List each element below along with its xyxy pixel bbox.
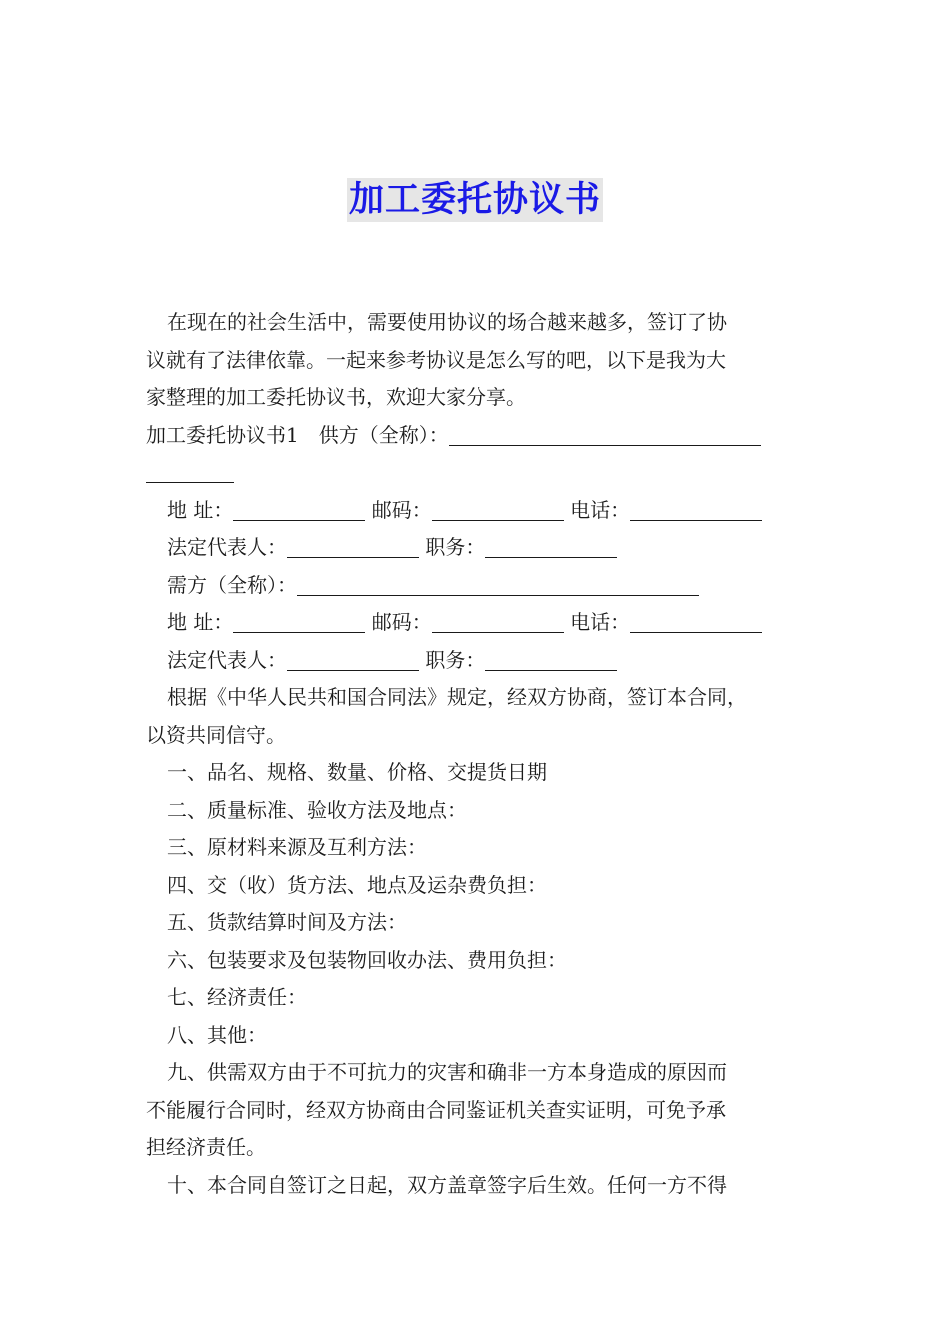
intro-line-3: 家整理的加工委托协议书，欢迎大家分享。 [146, 385, 526, 409]
supplier-postcode-blank [432, 496, 564, 521]
clause-8: 八、其他： [167, 1022, 267, 1047]
clause-9-line-3: 担经济责任。 [146, 1135, 266, 1159]
intro-line-2: 议就有了法律依靠。一起来参考协议是怎么写的吧，以下是我为大 [146, 347, 726, 372]
supplier-address-blank [233, 496, 365, 521]
supplier-name-continuation [146, 454, 822, 492]
supplier-contact-line [146, 492, 822, 530]
buyer-postcode-label: 邮码： [371, 610, 432, 634]
supplier-phone-label: 电话： [570, 497, 631, 522]
supplier-name-blank-continued [146, 458, 234, 483]
buyer-contact-line [146, 604, 822, 642]
document-body [146, 304, 822, 1204]
buyer-phone-label: 电话： [570, 610, 631, 634]
clause-1: 一、品名、规格、数量、价格、交提货日期 [167, 760, 547, 784]
buyer-phone-blank [630, 608, 762, 633]
supplier-legal-rep-label: 法定代表人： [167, 535, 287, 559]
supplier-position-blank [485, 533, 617, 558]
buyer-position-label: 职务： [425, 647, 486, 672]
supplier-rep-line [146, 529, 822, 567]
clause-5: 五、货款结算时间及方法： [167, 910, 407, 934]
clause-2: 二、质量标准、验收方法及地点： [167, 797, 467, 822]
buyer-address-blank [233, 608, 365, 633]
buyer-address-label: 地 址： [167, 610, 234, 634]
supplier-legal-rep-blank [287, 533, 419, 558]
supplier-position-label: 职务： [425, 535, 486, 559]
intro-line-1: 在现在的社会生活中，需要使用协议的场合越来越多，签订了协 [167, 310, 727, 334]
clause-10-line-1: 十、本合同自签订之日起，双方盖章签字后生效。任何一方不得 [167, 1172, 727, 1197]
buyer-name-label: 需方（全称）： [167, 572, 297, 597]
clause-7: 七、经济责任： [167, 985, 307, 1009]
clause-9-line-2: 不能履行合同时，经双方协商由合同鉴证机关查实证明，可免予承 [146, 1097, 726, 1122]
buyer-legal-rep-blank [287, 646, 419, 671]
buyer-postcode-blank [432, 608, 564, 633]
supplier-postcode-label: 邮码： [371, 497, 432, 522]
clause-9-line-1: 九、供需双方由于不可抗力的灾害和确非一方本身造成的原因而 [167, 1060, 727, 1084]
basis-line-2: 以资共同信守。 [146, 722, 286, 747]
supplier-address-label: 地 址： [167, 497, 234, 522]
supplier-name-line [146, 417, 822, 455]
buyer-name-line [146, 567, 822, 605]
basis-line-1: 根据《中华人民共和国合同法》规定，经双方协商，签订本合同， [167, 685, 747, 709]
supplier-phone-blank [630, 496, 762, 521]
title-container [0, 178, 950, 222]
buyer-name-blank [297, 571, 699, 596]
supplier-name-blank [449, 421, 761, 446]
buyer-legal-rep-label: 法定代表人： [167, 647, 287, 672]
document-title: 加工委托协议书 [348, 180, 601, 220]
buyer-position-blank [485, 646, 617, 671]
buyer-rep-line [146, 642, 822, 680]
clause-6: 六、包装要求及包装物回收办法、费用负担： [167, 947, 567, 972]
heading-supplier-name-label: 加工委托协议书1 供方（全称）： [146, 422, 449, 447]
clause-3: 三、原材料来源及互利方法： [167, 835, 427, 859]
clause-4: 四、交（收）货方法、地点及运杂费负担： [167, 872, 547, 897]
